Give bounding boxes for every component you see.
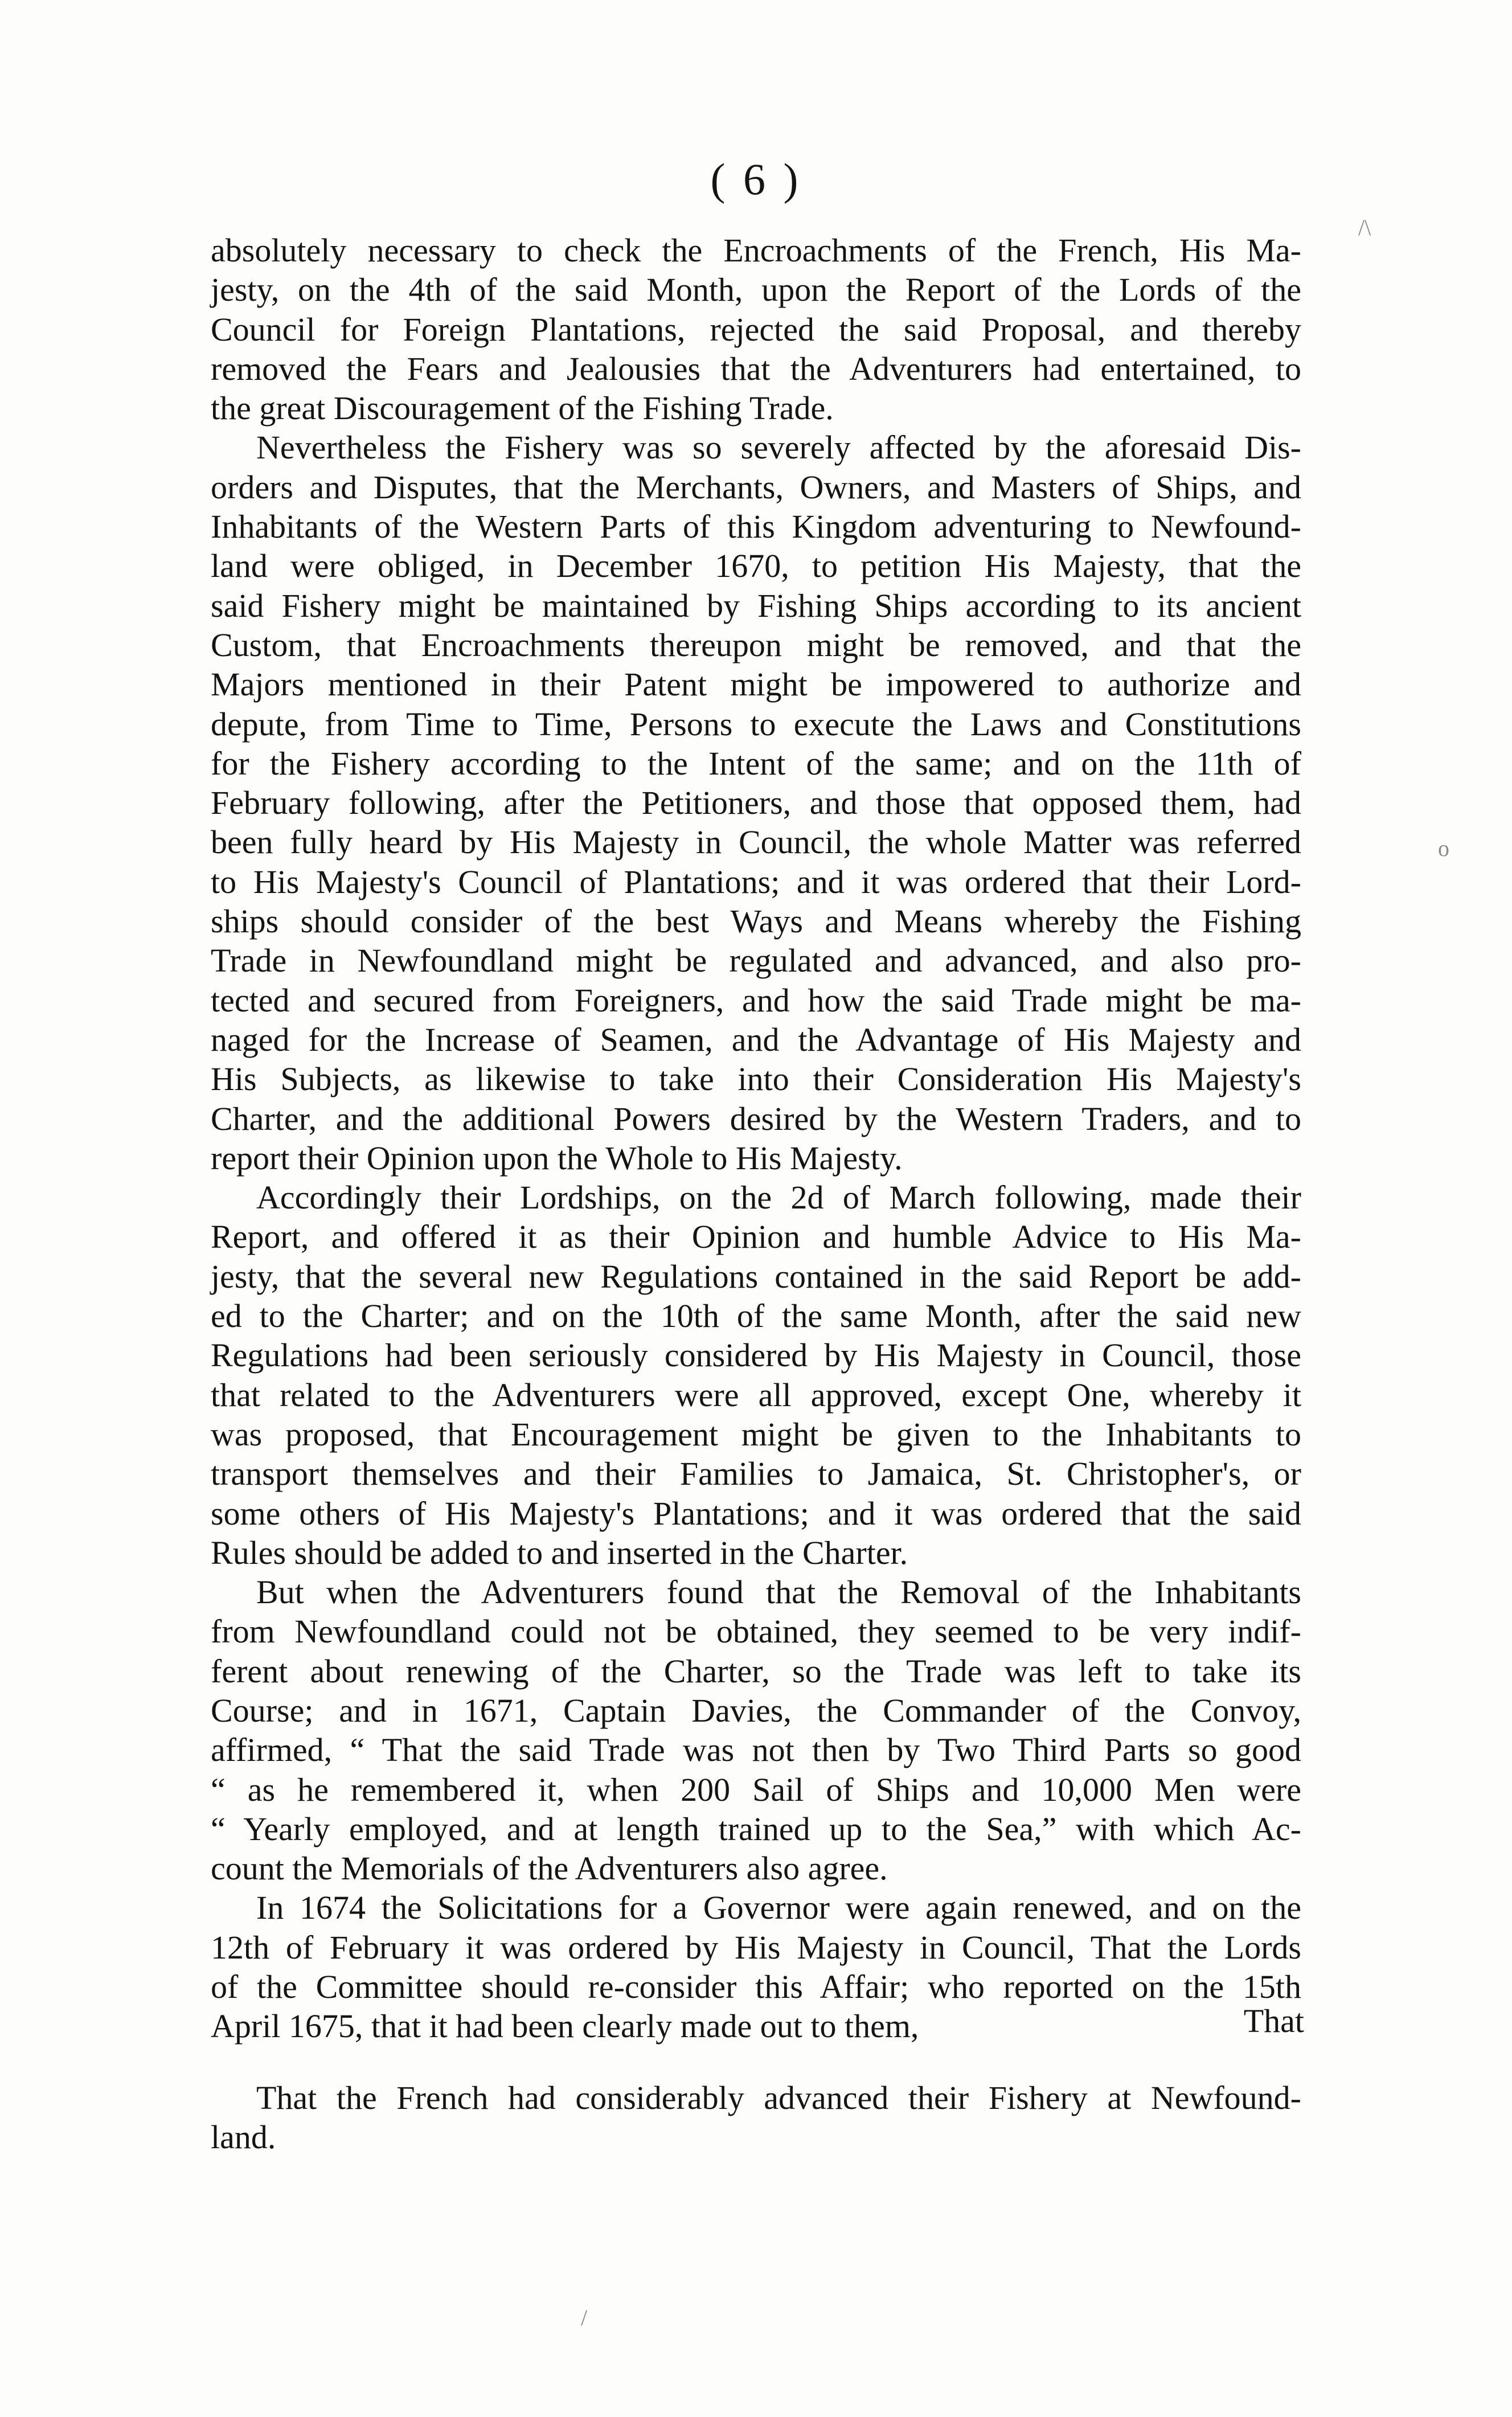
text-line: Report, and offered it as their Opinion and humble Advice to His Ma-	[211, 1218, 1301, 1256]
text-line: for the Fishery according to the Intent of the same; and on the 11th of	[211, 744, 1301, 782]
text-line: jesty, that the several new Regulations contained in the said Report be add-	[211, 1257, 1301, 1295]
text-line: to His Majesty's Council of Plantations; and it was ordered that their Lord-	[211, 863, 1301, 900]
body-text	[211, 231, 1301, 2157]
scan-speck: /	[581, 2305, 588, 2330]
text-line: some others of His Majesty's Plantations; and it was ordered that the said	[211, 1494, 1301, 1532]
text-line: that related to the Adventurers were all approved, except One, whereby it	[211, 1376, 1301, 1414]
text-line: affirmed, “ That the said Trade was not then by Two Third Parts so good	[211, 1731, 1301, 1769]
text-line: said Fishery might be maintained by Fishing Ships according to its ancient	[211, 587, 1301, 624]
paragraph	[211, 231, 1301, 428]
paragraph	[211, 1888, 1301, 2046]
text-line: depute, from Time to Time, Persons to execute the Laws and Constitutions	[211, 705, 1301, 743]
text-line: In 1674 the Solicitations for a Governor were again renewed, and on the	[256, 1889, 1301, 1927]
text-line: ships should consider of the best Ways and Means whereby the Fishing	[211, 903, 1301, 940]
text-line: Accordingly their Lordships, on the 2d of March following, made their	[256, 1179, 1301, 1216]
paragraph	[211, 2078, 1301, 2157]
text-line: “ Yearly employed, and at length trained up to the Sea,” with which Ac-	[211, 1810, 1301, 1847]
text-line: February following, after the Petitioners, and those that opposed them, had	[211, 784, 1301, 822]
text-line: Majors mentioned in their Patent might be impowered to authorize and	[211, 666, 1301, 703]
text-line: jesty, on the 4th of the said Month, upon the Report of the Lords of the	[211, 271, 1301, 309]
scan-speck: /\	[1358, 215, 1371, 240]
text-line: Nevertheless the Fishery was so severely affected by the aforesaid Dis-	[256, 429, 1301, 466]
text-line: of the Committee should re-consider this Affair; who reported on the 15th	[211, 1968, 1301, 2006]
paragraph	[211, 1178, 1301, 1572]
text-line: But when the Adventurers found that the Removal of the Inhabitants	[256, 1574, 1301, 1611]
text-line: was proposed, that Encouragement might be given to the Inhabitants to	[211, 1415, 1301, 1453]
text-line: land were obliged, in December 1670, to petition His Majesty, that the	[211, 547, 1301, 585]
text-line: Trade in Newfoundland might be regulated and advanced, and also pro-	[211, 942, 1301, 980]
text-line: Regulations had been seriously considered by His Majesty in Council, those	[211, 1337, 1301, 1374]
text-line: That the French had considerably advanced their Fishery at Newfound-	[256, 2079, 1301, 2116]
text-line: Rules should be added to and inserted in the Charter.	[211, 1534, 908, 1571]
text-line: 12th of February it was ordered by His Majesty in Council, That the Lords	[211, 1928, 1301, 1966]
page-number: ( 6 )	[710, 154, 802, 204]
text-line: orders and Disputes, that the Merchants, Owners, and Masters of Ships, and	[211, 468, 1301, 506]
text-line: Council for Foreign Plantations, rejected the said Proposal, and thereby	[211, 310, 1301, 348]
paragraph	[211, 428, 1301, 1178]
text-line: tected and secured from Foreigners, and how the said Trade might be ma-	[211, 981, 1301, 1019]
text-line: Custom, that Encroachments thereupon might be removed, and that the	[211, 626, 1301, 663]
text-line: “ as he remembered it, when 200 Sail of Ships and 10,000 Men were	[211, 1771, 1301, 1808]
text-line: count the Memorials of the Adventurers also agree.	[211, 1850, 888, 1887]
text-line: Charter, and the additional Powers desired by the Western Traders, and to	[211, 1100, 1301, 1137]
text-line: Course; and in 1671, Captain Davies, the Commander of the Convoy,	[211, 1691, 1301, 1729]
text-line: absolutely necessary to check the Encroachments of the French, His Ma-	[211, 232, 1301, 269]
text-line: removed the Fears and Jealousies that the Adventurers had entertained, to	[211, 350, 1301, 387]
text-line: Inhabitants of the Western Parts of this Kingdom adventuring to Newfound-	[211, 508, 1301, 546]
text-line: ferent about renewing of the Charter, so the Trade was left to take its	[211, 1652, 1301, 1690]
text-line: ed to the Charter; and on the 10th of the same Month, after the said new	[211, 1297, 1301, 1335]
text-line: His Subjects, as likewise to take into their Consideration His Majesty's	[211, 1060, 1301, 1098]
scan-speck: o	[1438, 835, 1449, 861]
text-line: land.	[211, 2118, 276, 2156]
paragraph	[211, 1572, 1301, 1888]
catchword: That	[1243, 2002, 1304, 2039]
text-line: been fully heard by His Majesty in Council, the whole Matter was referred	[211, 824, 1301, 861]
text-line: April 1675, that it had been clearly made out to them,	[211, 2008, 919, 2045]
text-line: report their Opinion upon the Whole to His Majesty.	[211, 1139, 903, 1177]
text-line: naged for the Increase of Seamen, and the Advantage of His Majesty and	[211, 1021, 1301, 1058]
text-line: from Newfoundland could not be obtained, they seemed to be very indif-	[211, 1613, 1301, 1650]
text-line: transport themselves and their Families to Jamaica, St. Christopher's, or	[211, 1455, 1301, 1493]
text-line: the great Discouragement of the Fishing Trade.	[211, 390, 834, 427]
